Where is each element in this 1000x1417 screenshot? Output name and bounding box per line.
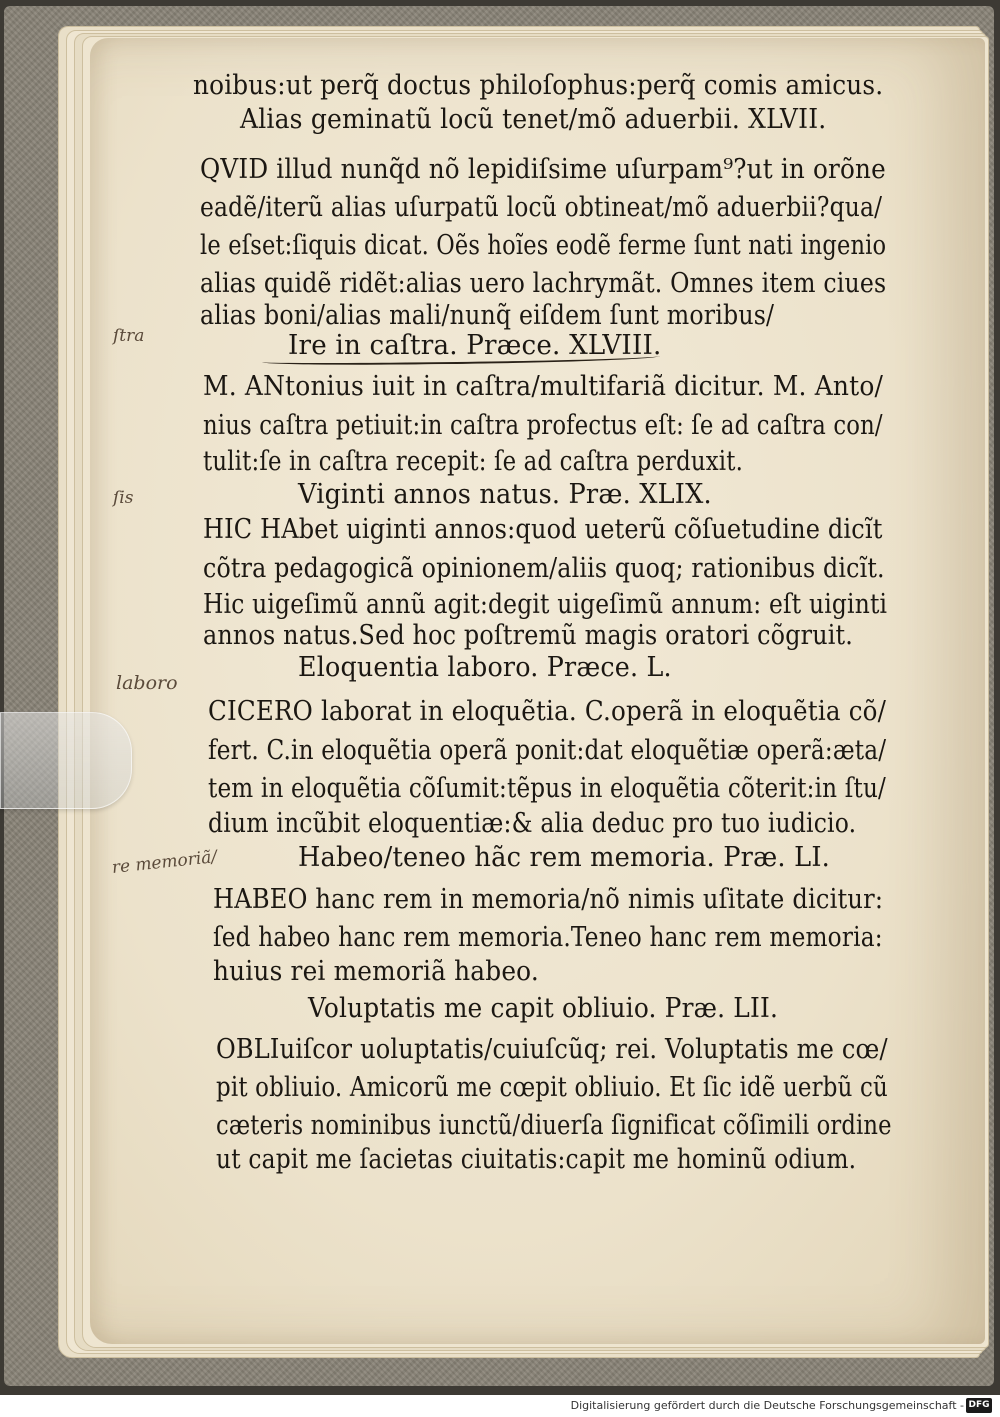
text-line: OBLIuiſcor uoluptatis/cuiuſcũq; rei. Voluptatis me cœ/: [216, 1034, 888, 1065]
text-line: Hic uigeſimũ annũ agit:degit uigeſimũ annum: eſt uiginti: [203, 589, 888, 620]
section-heading: Viginti annos natus. Præ. XLIX.: [298, 479, 712, 510]
text-line: tulit:ſe in caſtra recepit: ſe ad caſtra perduxit.: [203, 446, 744, 477]
text-line: CICERO laborat in eloquẽtia. C.operã in eloquẽtia cõ/: [208, 696, 887, 727]
text-line: tem in eloquẽtia cõſumit:tẽpus in eloquẽtia cõterit:in ſtu/: [208, 773, 886, 804]
section-heading: Voluptatis me capit obliuio. Præ. LII.: [308, 993, 779, 1024]
marginal-note: ſis: [113, 488, 134, 508]
text-line: fert. C.in eloquẽtia operã ponit:dat eloquẽtiæ operã:æta/: [208, 735, 887, 766]
dfg-logo: DFG: [966, 1398, 992, 1413]
marginal-note: ſtra: [113, 326, 145, 346]
text-line: M. ANtonius iuit in caſtra/multifariã dicitur. M. Anto/: [203, 371, 884, 402]
marginal-note: laboro: [116, 672, 178, 694]
section-heading: Ire in caſtra. Præce. XLVIII.: [288, 330, 662, 361]
text-line: ſed habeo hanc rem memoria.Teneo hanc rem memoria:: [213, 922, 883, 953]
text-line: noibus:ut perq̃ doctus philoſophus:perq̃ comis amicus.: [193, 70, 884, 101]
text-line: annos natus.Sed hoc poſtremũ magis oratori cõgruit.: [203, 620, 854, 651]
section-heading: Eloquentia laboro. Præce. L.: [298, 652, 672, 683]
text-line: pit obliuio. Amicorũ me cœpit obliuio. Et ſic idẽ uerbũ cũ: [216, 1072, 888, 1103]
text-line: ut capit me ſacietas ciuitatis:capit me hominũ odium.: [216, 1144, 857, 1175]
text-line: dium incũbit eloquentiæ:& alia deduc pro tuo iudicio.: [208, 808, 857, 839]
text-line: QVID illud nunq̃d nõ lepidiſsime uſurpam⁹?ut in orõne: [200, 154, 886, 185]
plastic-page-clip: [0, 712, 132, 809]
footer-credit: Digitalisierung gefördert durch die Deutsche Forschungsgemeinschaft -: [570, 1399, 964, 1412]
section-heading: Habeo/teneo hãc rem memoria. Præ. LI.: [298, 842, 830, 873]
section-heading: Alias geminatũ locũ tenet/mõ aduerbii. XLVII.: [240, 104, 827, 135]
text-line: alias quidẽ ridẽt:alias uero lachrymãt. Omnes item ciues: [200, 268, 887, 299]
text-line: alias boni/alias mali/nunq̃ eiſdem ſunt moribus/: [200, 300, 775, 331]
text-line: HABEO hanc rem in memoria/nõ nimis uſitate dicitur:: [213, 884, 884, 915]
text-line: cõtra pedagogicã opinionem/aliis quoq; rationibus dicĩt.: [203, 553, 885, 584]
text-line: huius rei memoriã habeo.: [213, 956, 539, 987]
text-line: nius caſtra petiuit:in caſtra profectus eſt: ſe ad caſtra con/: [203, 410, 883, 441]
text-line: cæteris nominibus iunctũ/diuerſa ſignificat cõſimili ordine: [216, 1110, 892, 1141]
text-line: eadẽ/iterũ alias uſurpatũ locũ obtineat/mõ aduerbii?qua/: [200, 192, 883, 223]
text-line: HIC HAbet uiginti annos:quod ueterũ cõſuetudine dicĩt: [203, 514, 883, 545]
text-line: le eſset:ſiquis dicat. Oẽs hoĩes eodẽ ferme ſunt nati ingenio: [200, 230, 887, 261]
marginal-note: re memoriã/: [110, 847, 219, 878]
